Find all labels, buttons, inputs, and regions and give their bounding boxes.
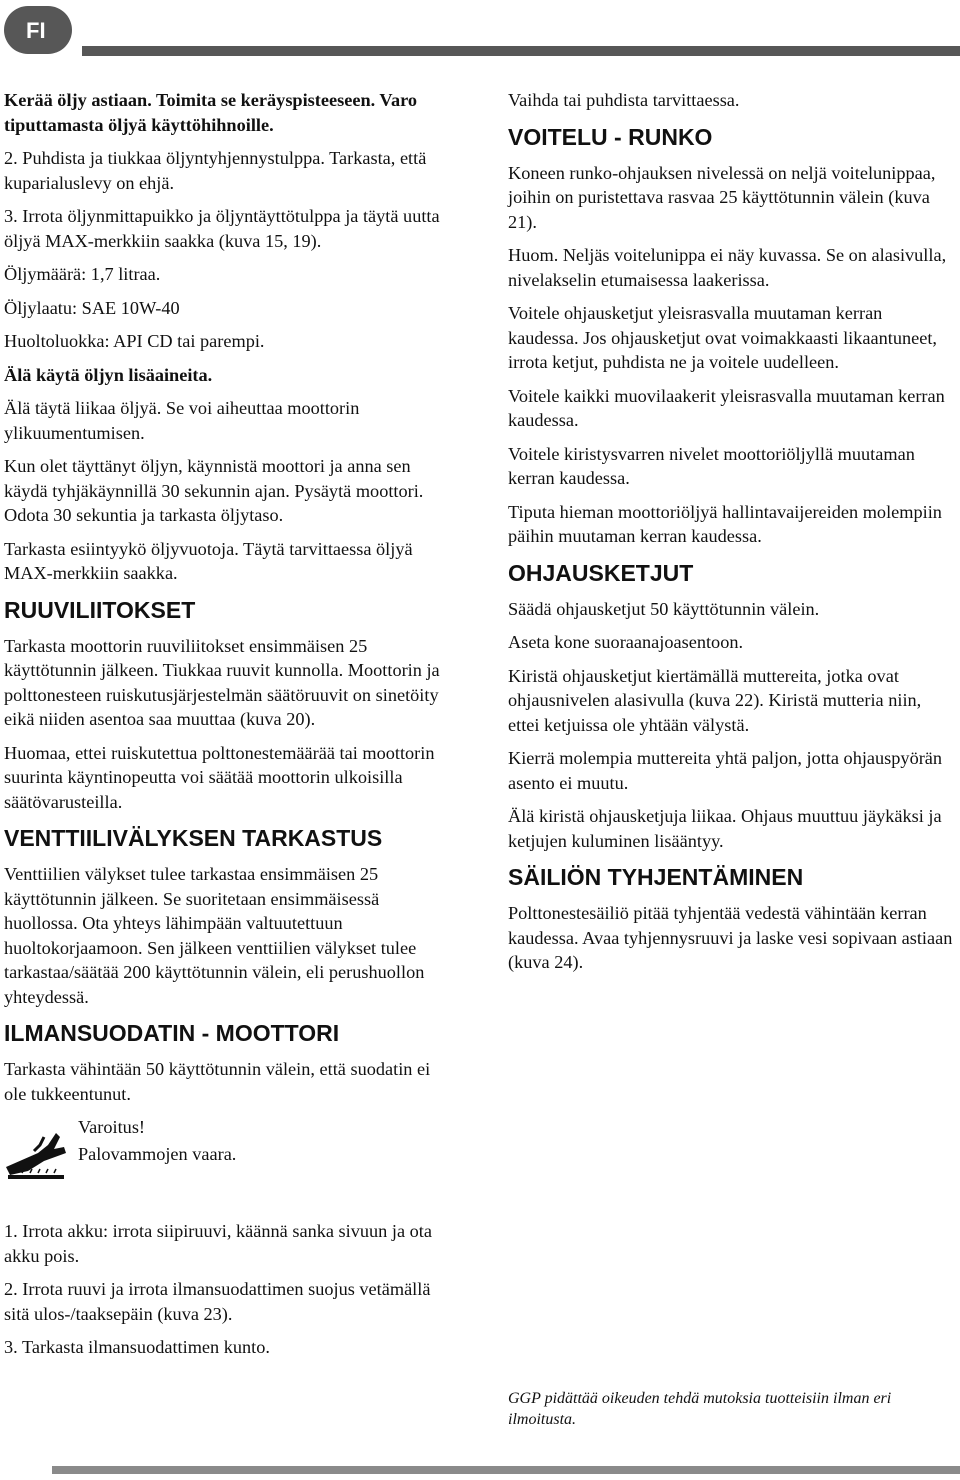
paragraph: Huomaa, ettei ruiskutettua polttonestemäärää tai moottorin suurinta käyntinopeutta voi säätää moottorin ulkoisilla säätövarusteilla. [4,742,435,812]
section-heading: ILMANSUODATIN - MOOTTORI [4,1020,340,1046]
header-bar [82,46,960,56]
left-column [4,88,454,1369]
paragraph: 1. Irrota akku: irrota siipiruuvi, käännä sanka sivuun ja ota akku pois. [4,1221,432,1266]
page-header [0,0,960,62]
paragraph: Kierrä molempia muttereita yhtä paljon, jotta ohjauspyörän asento ei muutu. [508,748,943,793]
paragraph: Älä käytä öljyn lisäaineita. [4,364,213,385]
paragraph: Kiristä ohjausketjut kiertämällä muttereita, jotka ovat ohjausnivelen alasivulla (kuva 22). Kiristä mutteria niin, ettei ketjuissa ole yhtään välystä. [508,665,922,735]
section-heading: OHJAUSKETJUT [508,559,694,586]
warning-text [78,1115,236,1168]
paragraph: Aseta kone suoraanajoasentoon. [508,632,744,652]
warning-box [4,1115,454,1197]
paragraph: Kun olet täyttänyt öljyn, käynnistä moottori ja anna sen käydä tyhjäkäynnillä 30 sekunnin ajan. Pysäytä moottori. Odota 30 sekuntia ja tarkasta öljytaso. [4,456,424,525]
paragraph: Vaihda tai puhdista tarvittaessa. [508,90,740,110]
paragraph: Älä kiristä ohjausketjuja liikaa. Ohjaus muuttuu jäykäksi ja ketjujen kuluminen lisääntyy. [508,806,942,851]
paragraph: Tarkasta esiintyykö öljyvuotoja. Täytä tarvittaessa öljyä MAX-merkkiin saakka. [4,538,413,583]
paragraph: Öljymäärä: 1,7 litraa. [4,264,161,284]
right-column [508,88,954,984]
language-badge [4,6,72,54]
paragraph: Huoltoluokka: API CD tai parempi. [4,331,265,351]
paragraph: Tiputa hieman moottoriöljyä hallintavaijereiden molempiin päihin muutaman kerran kaudessa. [508,501,942,546]
paragraph: 2. Puhdista ja tiukkaa öljyntyhjennystulppa. Tarkasta, että kuparialuslevy on ehjä. [4,148,427,193]
disclaimer-note: GGP pidättää oikeuden tehdä mutoksia tuotteisiin ilman eri ilmoitusta. [508,1390,892,1428]
paragraph: Venttiilien välykset tulee tarkastaa ensimmäisen 25 käyttötunnin jälkeen. Se suoritetaan ensimmäisessä huollossa. Ota yhteys lähimpään valtuutettuun huoltokorjaamoon. Sen jälkeen venttiilien välykset tulee tarkastaa/säätää 200 käyttötunnin välein, eli perushuollon yhteydessä. [4,864,425,1007]
section-heading: VENTTIILIVÄLYKSEN TARKASTUS [4,825,383,851]
section-heading: RUUVILIITOKSET [4,596,196,623]
paragraph: Tarkasta vähintään 50 käyttötunnin välein, että suodatin ei ole tukkeentunut. [4,1059,431,1104]
paragraph: Huom. Neljäs voitelunippa ei näy kuvassa. Se on alasivulla, nivelakselin etumaisessa laakerissa. [508,245,947,290]
page-title: SUOMI [415,14,507,45]
paragraph: Säädä ohjausketjut 50 käyttötunnin välein. [508,598,820,619]
section-heading: VOITELU - RUNKO [508,123,713,150]
paragraph: 3. Irrota öljynmittapuikko ja öljyntäyttötulppa ja täytä uutta öljyä MAX-merkkiin saakka (kuva 15, 19). [4,206,440,251]
paragraph: Älä täytä liikaa öljyä. Se voi aiheuttaa moottorin ylikuumentumisen. [4,398,360,443]
warning-title: Varoitus! [78,1117,146,1137]
language-code: FI [26,18,46,43]
paragraph: Tarkasta moottorin ruuviliitokset ensimmäisen 25 käyttötunnin jälkeen. Tiukkaa ruuvit kunnolla. Moottorin ja polttonesteen ruiskutusjärjestelmän säätöruuvit on sinetöity eikä niiden asentoa saa muuttaa (kuva 20). [4,635,440,729]
burn-hazard-icon [4,1123,68,1183]
paragraph: Voitele kiristysvarren nivelet moottoriöljyllä muutaman kerran kaudessa. [508,443,915,488]
paragraph: Polttonestesäiliö pitää tyhjentää vedestä vähintään kerran kaudessa. Avaa tyhjennysruuvi ja laske vesi sopivaan astiaan (kuva 24). [508,903,953,972]
paragraph: Voitele kaikki muovilaakerit yleisrasvalla muutaman kerran kaudessa. [508,385,945,430]
paragraph: 2. Irrota ruuvi ja irrota ilmansuodattimen suojus vetämällä sitä ulos-/taaksepäin (kuva 23). [4,1279,431,1324]
paragraph: Voitele ohjausketjut yleisrasvalla muutaman kerran kaudessa. Jos ohjausketjut ovat voimakkaasti likaantuneet, irrota ketjut, puhdista ne ja voitele uudelleen. [508,303,938,372]
paragraph: Öljylaatu: SAE 10W-40 [4,297,180,318]
warning-message: Palovammojen vaara. [78,1143,237,1164]
paragraph: Kerää öljy astiaan. Toimita se keräyspisteeseen. Varo tiputtamasta öljyä käyttöhihnoille. [4,90,418,135]
footer-bar [52,1466,960,1474]
section-heading: SÄILIÖN TYHJENTÄMINEN [508,864,804,890]
paragraph: 3. Tarkasta ilmansuodattimen kunto. [4,1337,270,1357]
paragraph: Koneen runko-ohjauksen nivelessä on neljä voitelunippaa, joihin on puristettava rasvaa 25 käyttötunnin välein (kuva 21). [508,162,936,232]
